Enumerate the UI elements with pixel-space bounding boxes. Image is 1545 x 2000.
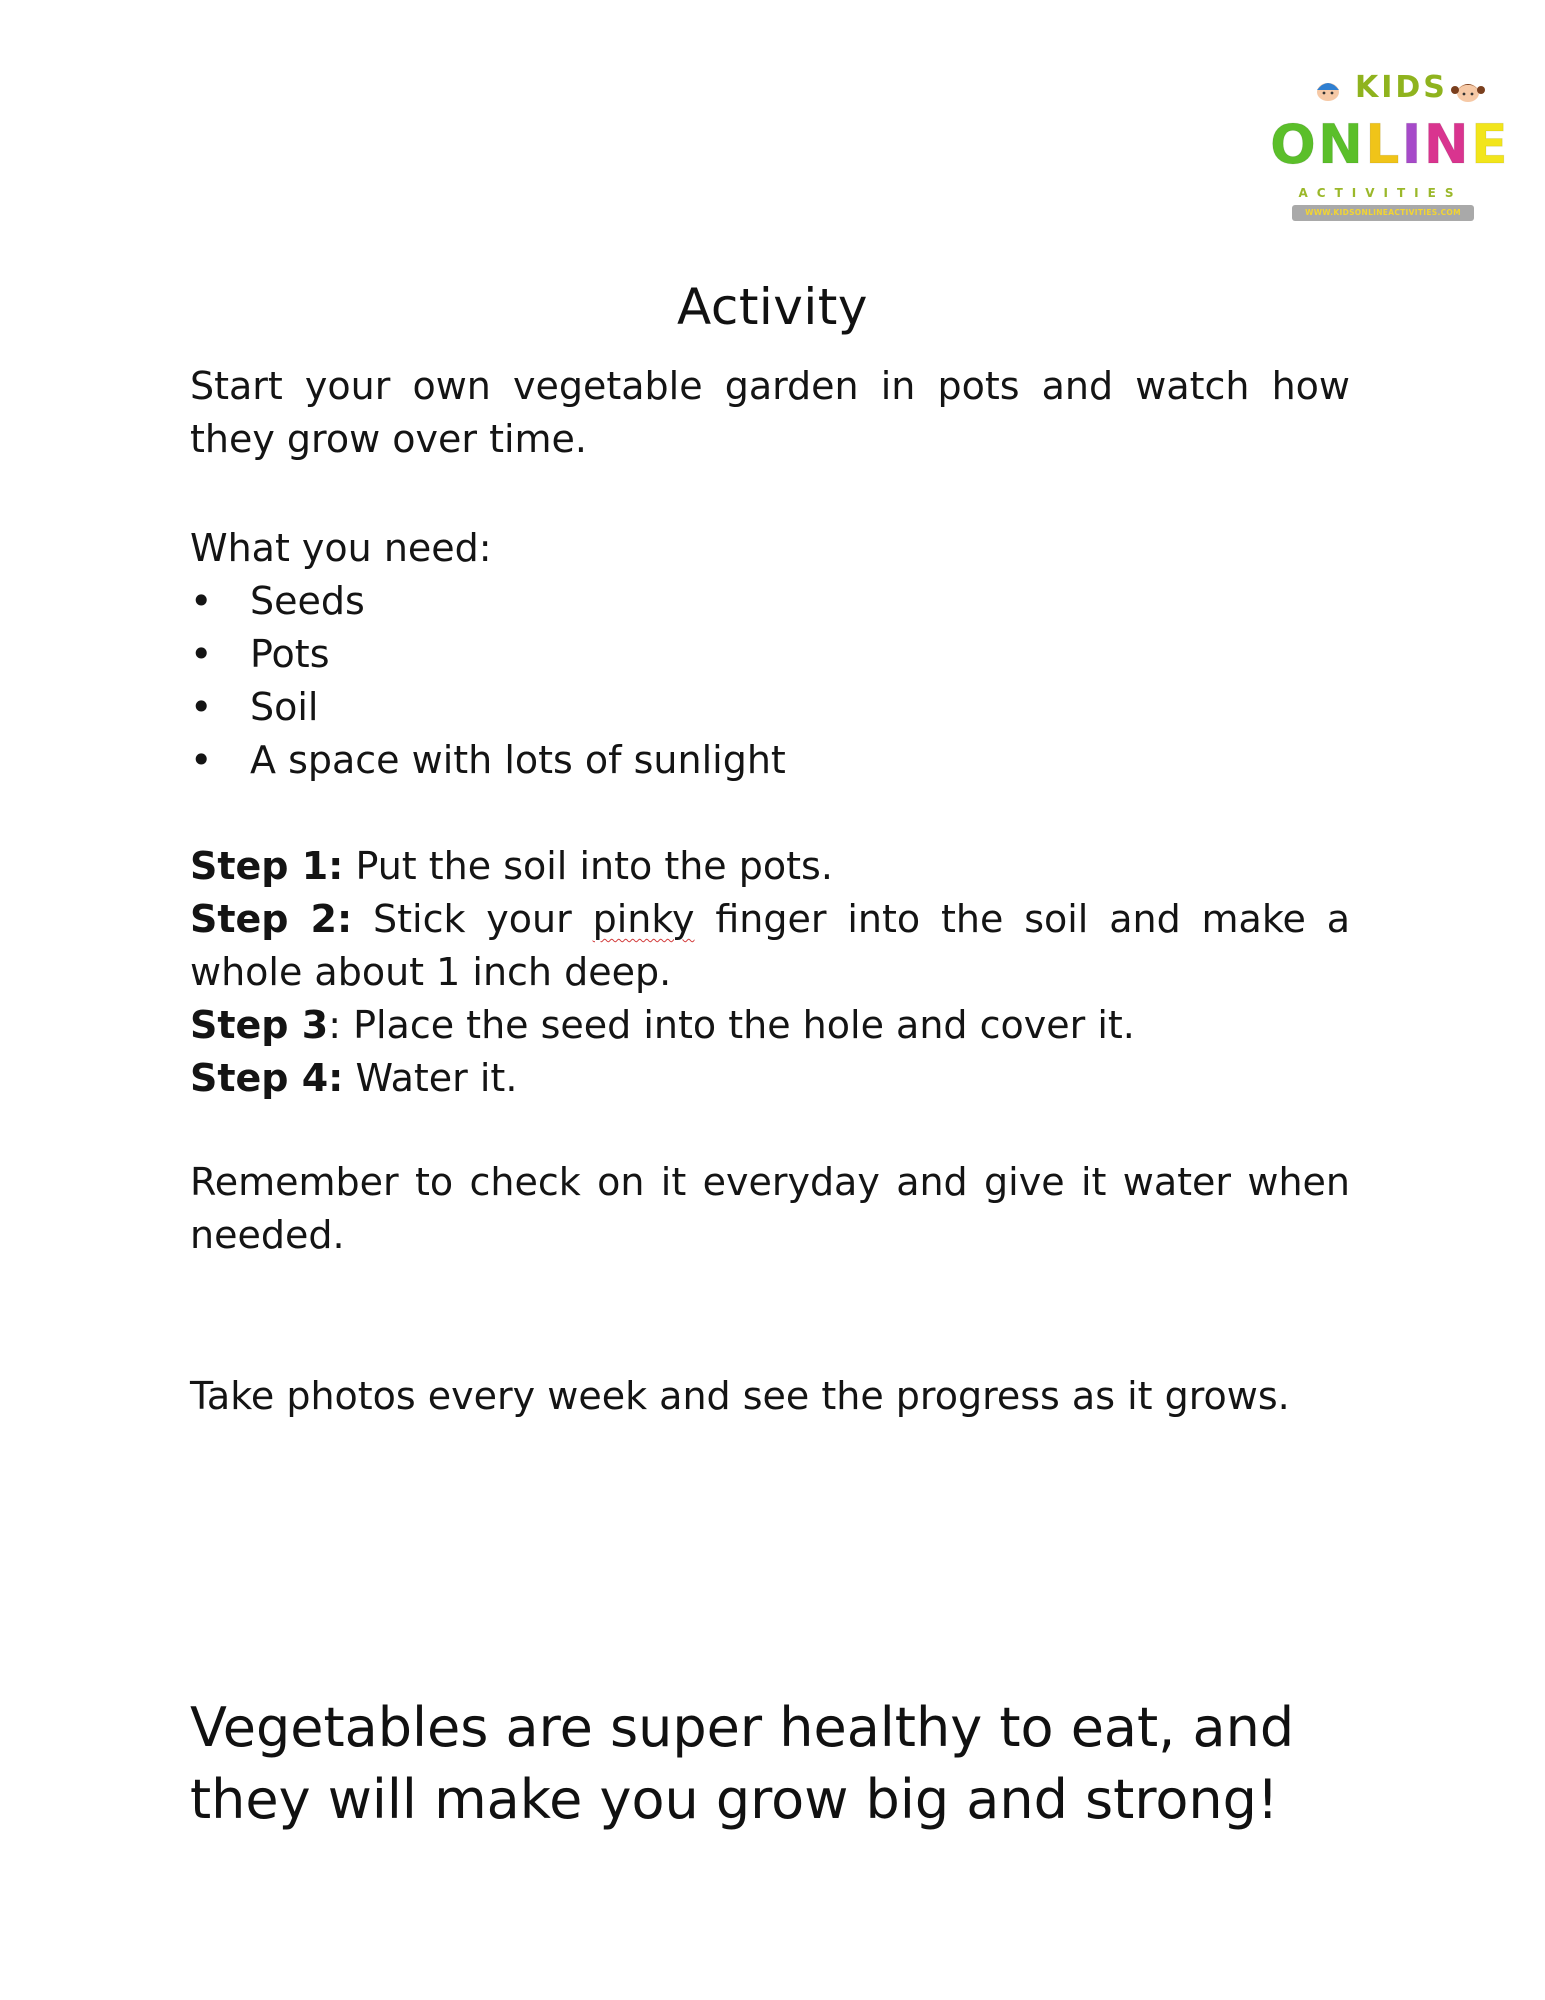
step-text: : Place the seed into the hole and cover it. (328, 1003, 1135, 1047)
list-item (190, 575, 786, 628)
logo-letter: N (1317, 113, 1366, 176)
needs-heading: What you need: (190, 526, 492, 570)
logo-letter: O (1270, 113, 1318, 176)
list-item (190, 628, 786, 681)
list-item (190, 734, 786, 787)
logo-letter: I (1401, 113, 1424, 176)
logo-letter: N (1423, 113, 1471, 176)
girl-face-icon (1450, 78, 1486, 104)
logo-url: WWW.KIDSONLINEACTIVITIES.COM (1292, 205, 1474, 221)
step-text: Water it. (343, 1056, 518, 1100)
list-item (190, 681, 786, 734)
step-1 (190, 840, 1350, 893)
closing-statement: Vegetables are super healthy to eat, and they will make you grow big and strong! (190, 1696, 1295, 1831)
step-label: Step 1: (190, 844, 344, 888)
list-item-text: Pots (250, 632, 330, 676)
step-text: finger into the soil and make a whole about 1 inch deep. (190, 897, 1350, 994)
logo-online-text (1270, 113, 1510, 176)
page-title: Activity (677, 278, 868, 336)
bullet-icon: • (190, 738, 213, 782)
needs-list (190, 575, 786, 787)
step-4 (190, 1052, 1350, 1105)
step-text: Stick your (352, 897, 593, 941)
list-item-text: Seeds (250, 579, 365, 623)
spellcheck-flagged-word: pinky (592, 897, 695, 941)
bullet-icon: • (190, 579, 213, 623)
logo-letter: E (1470, 113, 1510, 176)
logo-activities-text: ACTIVITIES (1298, 186, 1463, 200)
logo-letter: L (1365, 113, 1402, 176)
step-text: Put the soil into the pots. (343, 844, 833, 888)
list-item-text: A space with lots of sunlight (250, 738, 786, 782)
kids-online-activities-logo (1270, 68, 1510, 228)
step-label: Step 3 (190, 1003, 329, 1047)
steps-block (190, 840, 1350, 1105)
step-3 (190, 999, 1350, 1052)
step-2 (190, 893, 1350, 999)
reminder-paragraph: Remember to check on it everyday and give it water when needed. (190, 1160, 1350, 1257)
bullet-icon: • (190, 632, 213, 676)
step-label: Step 4: (190, 1056, 344, 1100)
boy-face-icon (1312, 78, 1344, 102)
intro-paragraph: Start your own vegetable garden in pots and watch how they grow over time. (190, 364, 1350, 461)
photos-paragraph: Take photos every week and see the progress as it grows. (190, 1374, 1290, 1418)
logo-kids-text: KIDS (1355, 70, 1448, 105)
logo-kids-row (1300, 68, 1500, 108)
bullet-icon: • (190, 685, 213, 729)
list-item-text: Soil (250, 685, 319, 729)
step-label: Step 2: (190, 897, 353, 941)
